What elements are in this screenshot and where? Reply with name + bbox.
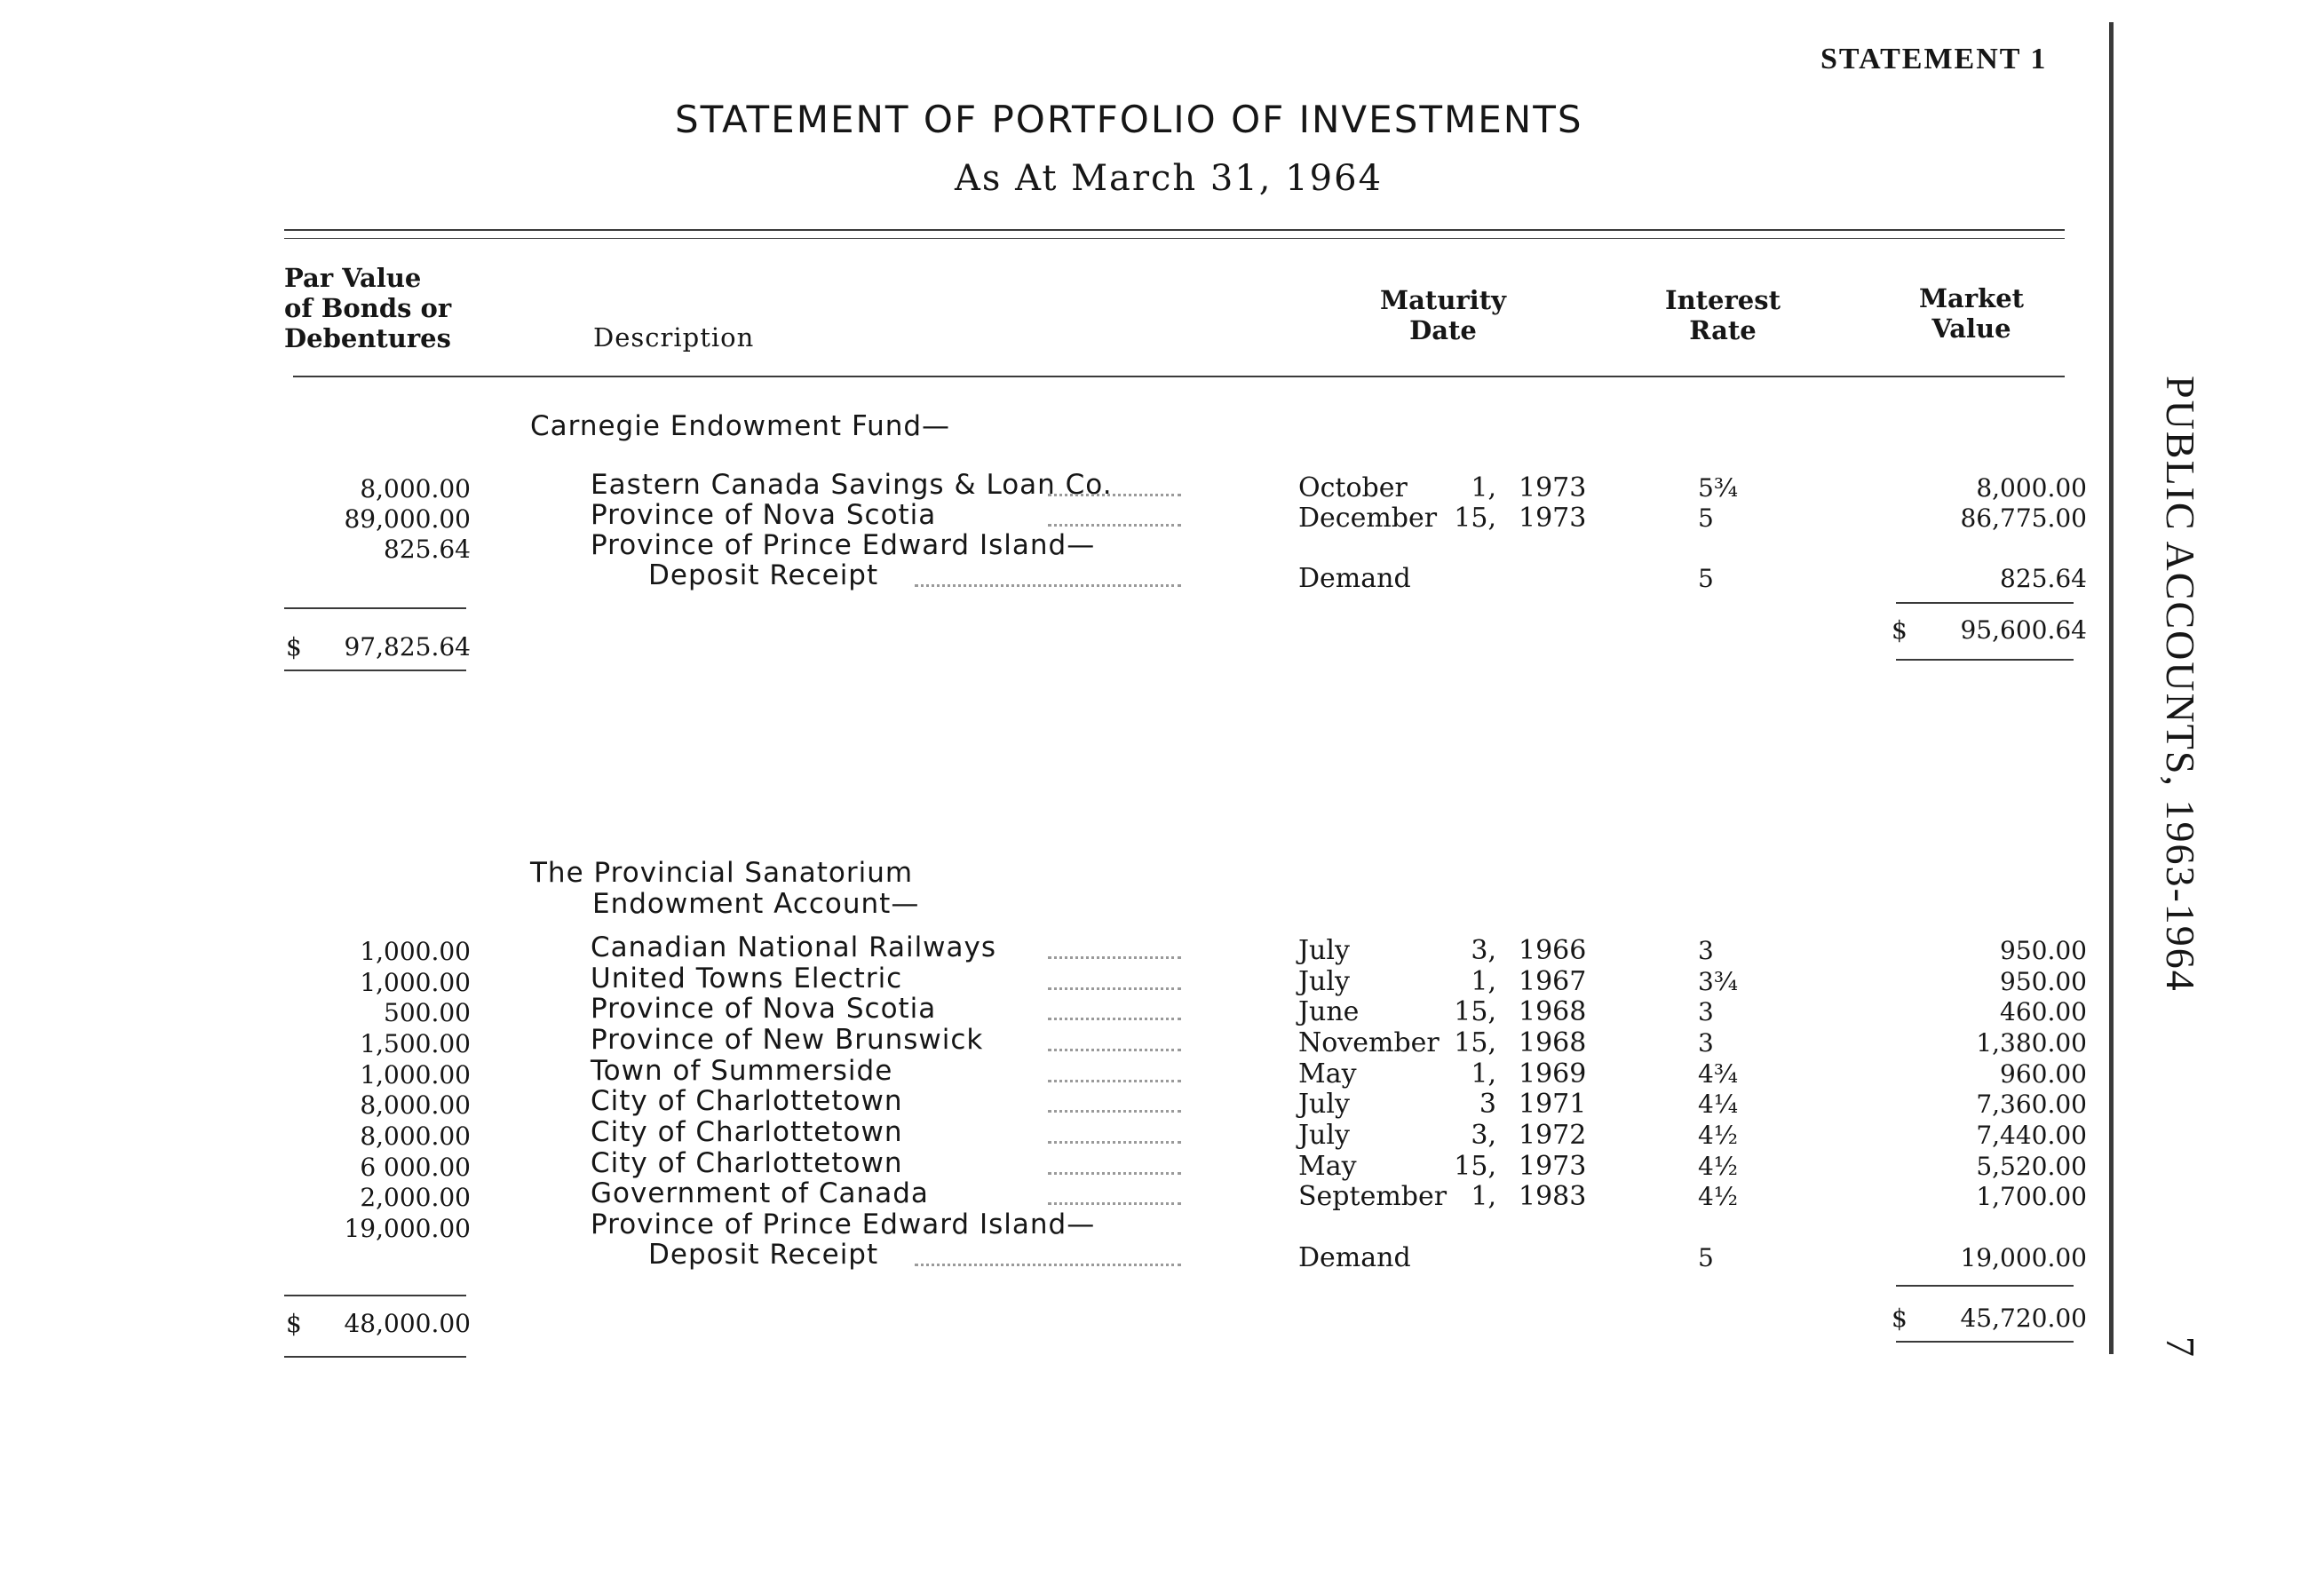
interest-rate-cell: 4½ [1698,1182,1738,1211]
dotted-leader [1048,1170,1181,1175]
maturity-month: July [1298,935,1350,966]
par-value-cell: 8,000.00 [360,1090,471,1120]
interest-rate-cell: 4½ [1698,1121,1738,1150]
description-cell: United Towns Electric [591,963,903,995]
column-header-interest-line: Rate [1689,315,1757,345]
interest-rate-cell: 3¾ [1698,967,1738,996]
maturity-month: November [1298,1027,1440,1058]
par-total-double-rule [284,1356,466,1358]
right-margin-rule [2109,22,2114,1354]
page-title: STATEMENT OF PORTFOLIO OF INVESTMENTS [675,98,1583,141]
maturity-month: July [1298,1120,1350,1151]
interest-rate-cell: 4¼ [1698,1090,1738,1119]
dotted-leader [1048,1108,1181,1113]
maturity-day: 3, [1471,935,1496,966]
par-value-cell: 2,000.00 [360,1183,471,1212]
dotted-leader [1048,492,1181,496]
par-value-cell: 825.64 [384,535,471,564]
par-total-currency-symbol: $ [286,1309,302,1338]
par-total-value: 48,000.00 [344,1309,471,1338]
maturity-year: 1973 [1519,472,1587,503]
maturity-month: June [1298,996,1360,1027]
description-cell: Deposit Receipt [648,559,879,591]
description-cell: Eastern Canada Savings & Loan Co. [591,469,1113,501]
interest-rate-cell: 4½ [1698,1152,1738,1181]
market-value-cell: 460.00 [2000,997,2087,1026]
statement-label: STATEMENT 1 [1820,43,2048,75]
description-cell: Province of Prince Edward Island— [591,1209,1096,1240]
par-value-cell: 89,000.00 [344,504,471,534]
dotted-leader [1048,1047,1181,1051]
market-total-rule [1896,602,2074,604]
maturity-month: May [1298,1058,1357,1090]
market-total-currency-symbol: $ [1892,1304,1908,1333]
interest-rate-cell: 4¾ [1698,1059,1738,1089]
maturity-year: 1968 [1519,996,1587,1027]
description-cell: City of Charlottetown [591,1116,903,1148]
column-header-maturity-line: Maturity [1380,285,1506,315]
par-value-cell: 1,000.00 [360,968,471,997]
market-value-cell: 19,000.00 [1960,1243,2087,1272]
column-header-description: Description [593,322,755,353]
par-value-cell: 19,000.00 [344,1214,471,1243]
dotted-leader [1048,1201,1181,1205]
market-value-cell: 86,775.00 [1960,503,2087,533]
par-total-rule [284,1295,466,1296]
market-total-double-rule [1896,1341,2074,1343]
par-value-cell: 8,000.00 [360,474,471,503]
market-total-value: 95,600.64 [1960,615,2087,645]
interest-rate-cell: 3 [1698,1028,1714,1058]
par-value-cell: 1,500.00 [360,1029,471,1058]
dotted-leader [1048,522,1181,527]
description-cell: Town of Summerside [591,1055,893,1087]
market-value-cell: 960.00 [2000,1059,2087,1089]
dotted-leader [1048,1139,1181,1144]
par-total-rule [284,607,466,609]
par-total-value: 97,825.64 [344,632,471,662]
par-total-currency-symbol: $ [286,632,302,662]
market-value-cell: 1,700.00 [1976,1182,2087,1211]
maturity-day: 15, [1454,503,1496,534]
maturity-year: 1967 [1519,966,1587,997]
maturity-day: 1, [1471,1058,1496,1090]
interest-rate-cell: 5 [1698,503,1714,533]
dotted-leader [915,1262,1181,1266]
maturity-month: Demand [1298,1242,1411,1273]
par-value-cell: 500.00 [384,998,471,1027]
description-cell: Province of New Brunswick [591,1024,984,1056]
description-cell: Government of Canada [591,1177,929,1209]
maturity-month: July [1298,1089,1350,1120]
maturity-month: September [1298,1181,1448,1212]
market-value-cell: 7,440.00 [1976,1121,2087,1150]
description-cell: Deposit Receipt [648,1239,879,1271]
description-cell: Province of Prince Edward Island— [591,529,1096,561]
maturity-year: 1973 [1519,503,1587,534]
dotted-leader [1048,986,1181,990]
maturity-month: May [1298,1151,1357,1182]
interest-rate-cell: 5 [1698,564,1714,593]
maturity-year: 1973 [1519,1151,1587,1182]
maturity-day: 3, [1471,1120,1496,1151]
par-value-cell: 8,000.00 [360,1121,471,1151]
description-cell: Province of Nova Scotia [591,499,937,531]
column-header-interest-line: Interest [1665,285,1781,315]
section-heading: The Provincial Sanatorium [530,857,914,889]
description-cell: City of Charlottetown [591,1085,903,1117]
page-subtitle: As At March 31, 1964 [955,158,1384,199]
column-header-par-value-line: Par Value [284,263,422,293]
header-top-rule [284,229,2065,231]
par-value-cell: 1,000.00 [360,937,471,966]
interest-rate-cell: 5 [1698,1243,1714,1272]
description-cell: Canadian National Railways [591,931,997,963]
maturity-day: 1, [1471,1181,1496,1212]
maturity-day: 1, [1471,966,1496,997]
market-total-currency-symbol: $ [1892,615,1908,645]
market-value-cell: 7,360.00 [1976,1090,2087,1119]
maturity-day: 15, [1454,1027,1496,1058]
interest-rate-cell: 3 [1698,936,1714,965]
par-value-cell: 6 000.00 [360,1153,471,1182]
market-value-cell: 825.64 [2000,564,2087,593]
section-heading: Endowment Account— [592,888,920,920]
maturity-day: 15, [1454,996,1496,1027]
column-header-market-line: Value [1931,313,2011,344]
market-value-cell: 950.00 [2000,936,2087,965]
maturity-year: 1966 [1519,935,1587,966]
par-value-cell: 1,000.00 [360,1060,471,1090]
page-number: 7 [2158,1336,2203,1359]
maturity-month: October [1298,472,1408,503]
market-value-cell: 1,380.00 [1976,1028,2087,1058]
column-header-maturity-line: Date [1409,315,1477,345]
maturity-day: 3 [1479,1089,1496,1120]
description-cell: Province of Nova Scotia [591,993,937,1025]
description-cell: City of Charlottetown [591,1147,903,1179]
maturity-day: 15, [1454,1151,1496,1182]
par-total-double-rule [284,670,466,671]
header-bottom-rule [293,376,2065,377]
maturity-year: 1972 [1519,1120,1587,1151]
maturity-year: 1983 [1519,1181,1587,1212]
dotted-leader [915,582,1181,587]
maturity-year: 1968 [1519,1027,1587,1058]
dotted-leader [1048,1016,1181,1020]
column-header-par-value-line: Debentures [284,323,451,353]
column-header-market-line: Market [1918,283,2025,313]
market-value-cell: 950.00 [2000,967,2087,996]
dotted-leader [1048,1078,1181,1082]
maturity-month: July [1298,966,1350,997]
dotted-leader [1048,955,1181,959]
header-top-rule-thin [284,238,2065,239]
maturity-month: Demand [1298,563,1411,594]
section-heading: Carnegie Endowment Fund— [530,410,951,442]
column-header-par-value-line: of Bonds or [284,293,452,323]
running-head: PUBLIC ACCOUNTS, 1963-1964 [2158,376,2203,993]
interest-rate-cell: 3 [1698,997,1714,1026]
market-total-value: 45,720.00 [1960,1304,2087,1333]
maturity-year: 1971 [1519,1089,1587,1120]
interest-rate-cell: 5¾ [1698,473,1738,503]
maturity-day: 1, [1471,472,1496,503]
market-value-cell: 8,000.00 [1976,473,2087,503]
maturity-year: 1969 [1519,1058,1587,1090]
maturity-month: December [1298,503,1438,534]
market-value-cell: 5,520.00 [1976,1152,2087,1181]
market-total-double-rule [1896,659,2074,661]
market-total-rule [1896,1285,2074,1287]
